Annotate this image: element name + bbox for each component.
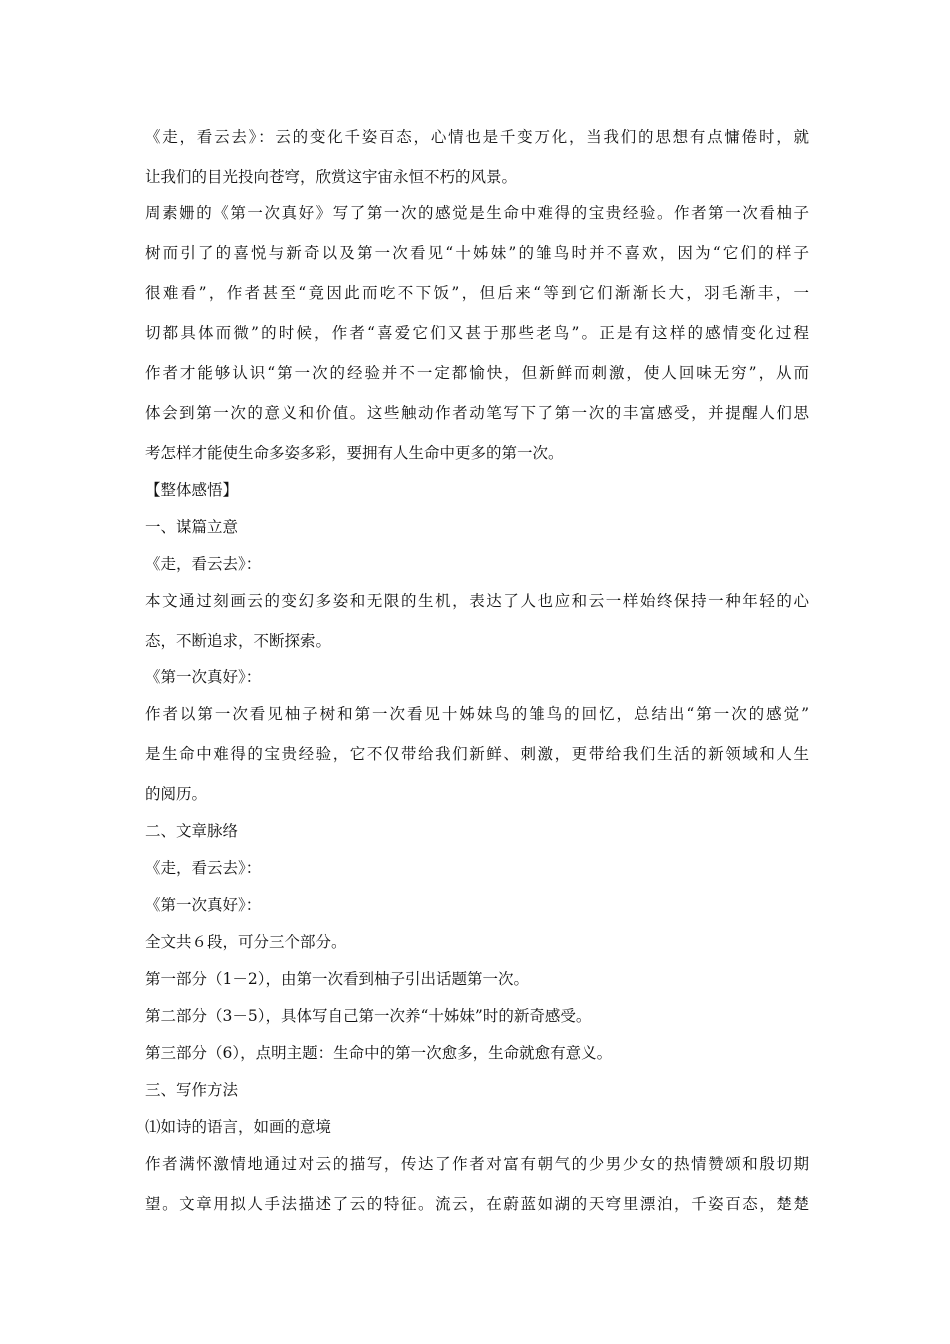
text-line: 作者满怀激情地通过对云的描写，传达了作者对富有朝气的少男少女的热情赞颂和殷切期 [145,1155,809,1173]
method-heading: ⑴如诗的语言，如画的意境 [145,1118,332,1136]
text-line: 切都具体而微”的时候，作者“喜爱它们又甚于那些老鸟”。正是有这样的感情变化过程 [145,324,809,342]
text-line: 本文通过刻画云的变幻多姿和无限的生机，表达了人也应和云一样始终保持一种年轻的心 [145,592,809,610]
text-line: 是生命中难得的宝贵经验，它不仅带给我们新鲜、刺激，更带给我们生活的新领域和人生 [145,745,809,763]
text-line: 很难看”，作者甚至“竟因此而吃不下饭”，但后来“等到它们渐渐长大，羽毛渐丰，一 [145,284,809,302]
text-title-label: 《走，看云去》： [145,859,262,877]
text-line: 周素姗的《第一次真好》写了第一次的感觉是生命中难得的宝贵经验。作者第一次看柚子 [145,204,809,222]
text-line: 第二部分（3－5），具体写自己第一次养“十姊妹”时的新奇感受。 [145,1007,592,1025]
document-page [145,124,809,1217]
text-line: 树而引了的喜悦与新奇以及第一次看见“十姊妹”的雏鸟时并不喜欢，因为“它们的样子 [145,244,809,262]
subsection-heading: 三、写作方法 [145,1081,239,1099]
subsection-heading: 一、谋篇立意 [145,518,239,536]
section-heading: 【整体感悟】 [145,481,239,499]
text-line: 望。文章用拟人手法描述了云的特征。流云，在蔚蓝如湖的天穹里漂泊，千姿百态，楚楚 [145,1195,809,1213]
text-title-label: 《第一次真好》： [145,896,262,914]
text-line: 考怎样才能使生命多姿多彩，要拥有人生命中更多的第一次。 [145,444,564,462]
text-line: 让我们的目光投向苍穹，欣赏这宇宙永恒不朽的风景。 [145,168,518,186]
text-title-label: 《走，看云去》： [145,555,262,573]
text-line: 的阅历。 [145,785,208,803]
text-line: 《走，看云去》：云的变化千姿百态，心情也是千变万化，当我们的思想有点慵倦时，就 [145,128,809,146]
text-line: 第一部分（1－2），由第一次看到柚子引出话题第一次。 [145,970,529,988]
text-line: 体会到第一次的意义和价值。这些触动作者动笔写下了第一次的丰富感受，并提醒人们思 [145,404,809,422]
subsection-heading: 二、文章脉络 [145,822,239,840]
text-line: 全文共６段，可分三个部分。 [145,933,347,951]
text-title-label: 《第一次真好》： [145,668,262,686]
text-line: 作者以第一次看见柚子树和第一次看见十姊妹鸟的雏鸟的回忆，总结出“第一次的感觉” [145,705,809,723]
text-line: 第三部分（6），点明主题：生命中的第一次愈多，生命就愈有意义。 [145,1044,613,1062]
text-line: 作者才能够认识“第一次的经验并不一定都愉快，但新鲜而刺激，使人回味无穷”，从而 [145,364,809,382]
text-line: 态，不断追求，不断探索。 [145,632,332,650]
